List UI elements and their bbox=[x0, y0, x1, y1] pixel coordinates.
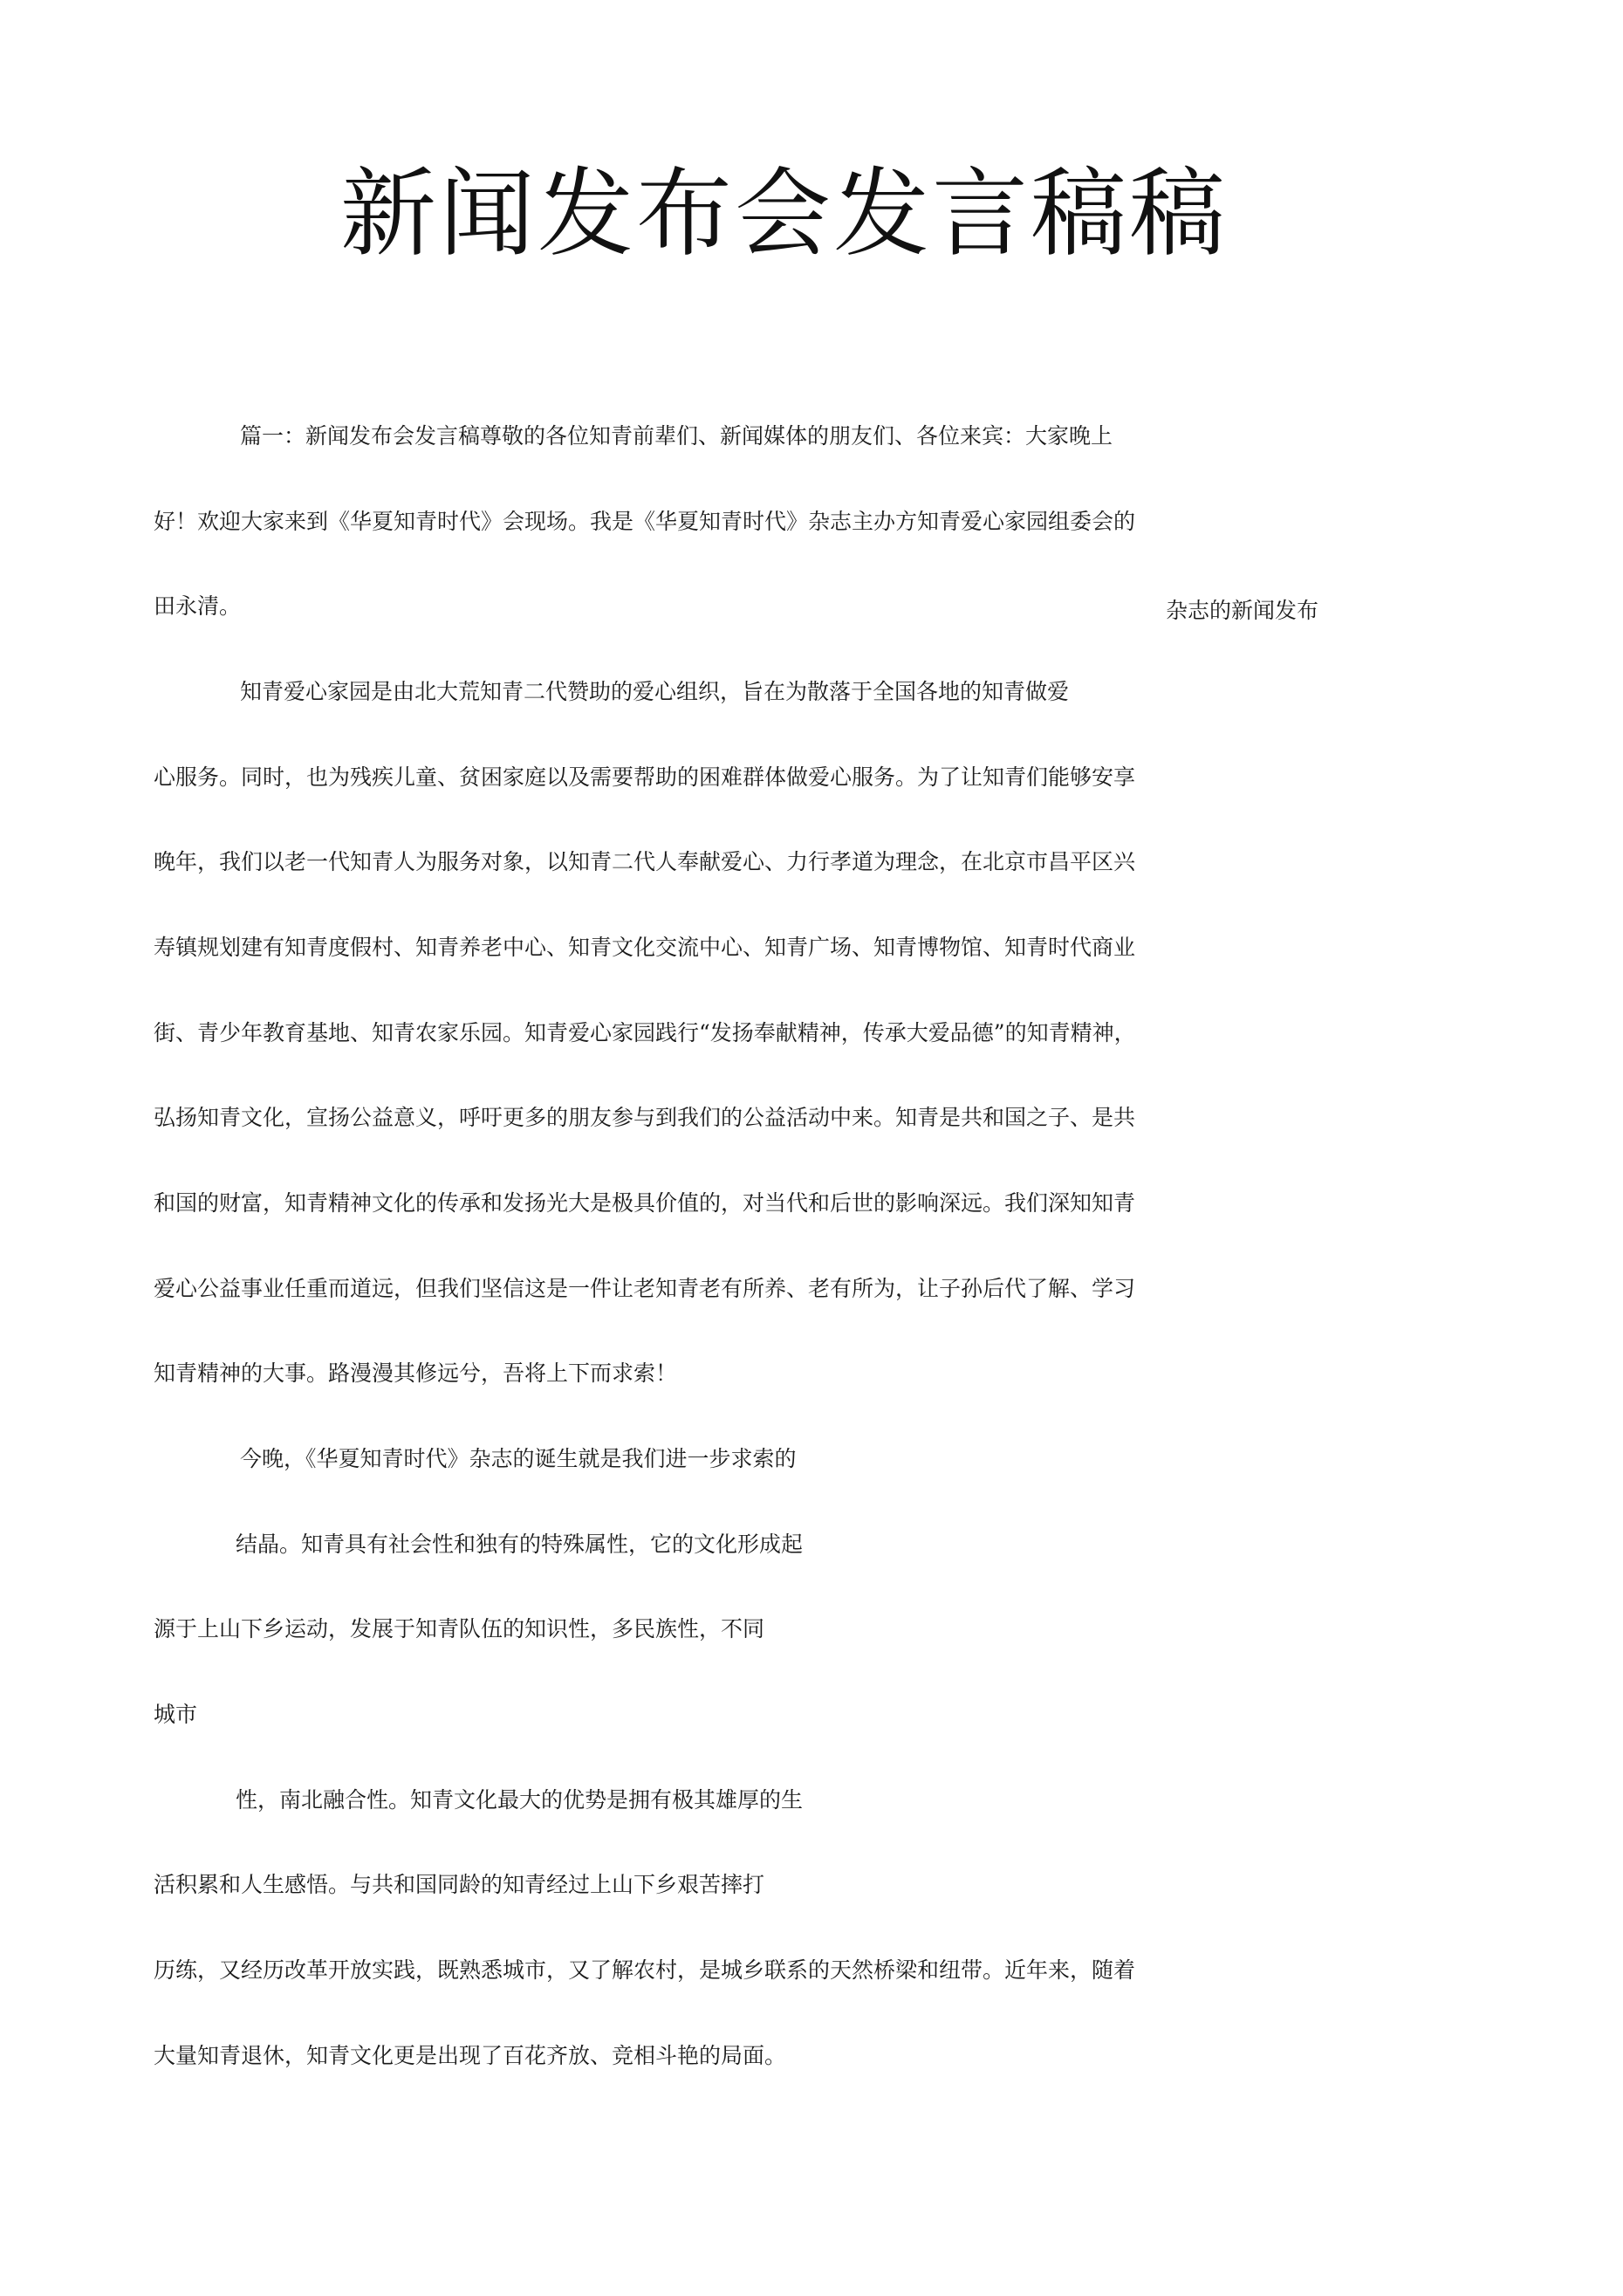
text-line: 活积累和人生感悟。与共和国同龄的知青经过上山下乡艰苦摔打 bbox=[154, 1872, 765, 1897]
text-line: 爱心公益事业任重而道远，但我们坚信这是一件让老知青老有所养、老有所为，让子孙后代了解、学习 bbox=[154, 1276, 1136, 1301]
text-line: 田永清。 bbox=[154, 593, 242, 619]
text-line: 知青精神的大事。路漫漫其修远兮，吾将上下而求索！ bbox=[154, 1360, 678, 1386]
text-line: 好！欢迎大家来到《华夏知青时代》会现场。我是《华夏知青时代》杂志主办方知青爱心家园组委会的 bbox=[154, 509, 1136, 534]
text-line: 历练，又经历改革开放实践，既熟悉城市，又了解农村，是城乡联系的天然桥梁和纽带。近年来，随着 bbox=[154, 1957, 1136, 1983]
text-line: 今晚，《华夏知青时代》杂志的诞生就是我们进一步求索的 bbox=[240, 1446, 797, 1471]
text-line: 和国的财富，知青精神文化的传承和发扬光大是极具价值的，对当代和后世的影响深远。我们深知知青 bbox=[154, 1190, 1136, 1216]
text-line: 街、青少年教育基地、知青农家乐园。知青爱心家园践行“发扬奉献精神，传承大爱品德”的知青精神， bbox=[154, 1020, 1136, 1045]
text-line: 性，南北融合性。知青文化最大的优势是拥有极其雄厚的生 bbox=[236, 1787, 804, 1813]
text-line: 寿镇规划建有知青度假村、知青养老中心、知青文化交流中心、知青广场、知青博物馆、知青时代商业 bbox=[154, 935, 1136, 960]
text-line: 城市 bbox=[154, 1702, 198, 1727]
text-line: 源于上山下乡运动，发展于知青队伍的知识性，多民族性，不同 bbox=[154, 1616, 765, 1641]
text-line: 结晶。知青具有社会性和独有的特殊属性，它的文化形成起 bbox=[236, 1532, 804, 1557]
text-line: 篇一：新闻发布会发言稿尊敬的各位知青前辈们、新闻媒体的朋友们、各位来宾：大家晚上 bbox=[240, 423, 1113, 449]
document-title: 新闻发布会发言稿稿 bbox=[340, 158, 1228, 270]
text-line: 弘扬知青文化，宣扬公益意义，呼吁更多的朋友参与到我们的公益活动中来。知青是共和国之子、是共 bbox=[154, 1105, 1136, 1130]
text-line: 心服务。同时，也为残疾儿童、贫困家庭以及需要帮助的困难群体做爱心服务。为了让知青们能够安享 bbox=[154, 764, 1136, 790]
text-line: 晚年，我们以老一代知青人为服务对象，以知青二代人奉献爱心、力行孝道为理念，在北京市昌平区兴 bbox=[154, 849, 1136, 874]
margin-note: 杂志的新闻发布 bbox=[1166, 598, 1319, 623]
text-line: 大量知青退休，知青文化更是出现了百花齐放、竞相斗艳的局面。 bbox=[154, 2043, 787, 2068]
text-line: 知青爱心家园是由北大荒知青二代赞助的爱心组织，旨在为散落于全国各地的知青做爱 bbox=[240, 679, 1070, 704]
